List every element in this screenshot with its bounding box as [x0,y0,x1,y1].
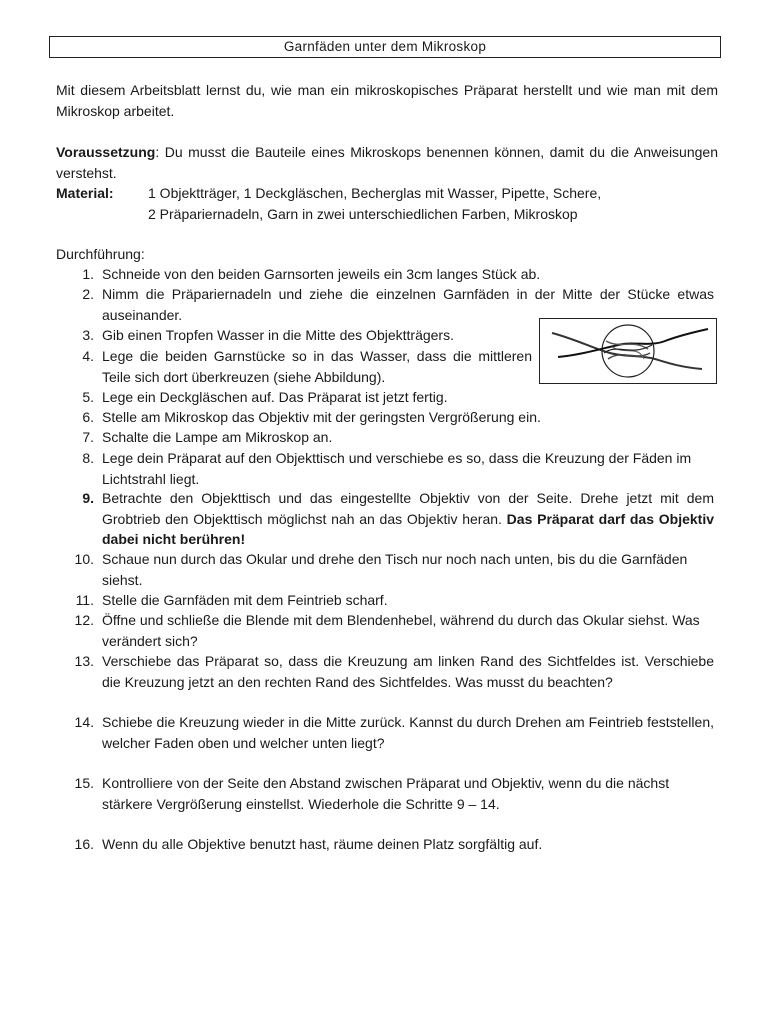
step-number: 14. [74,714,94,730]
intro-paragraph: Mit diesem Arbeitsblatt lernst du, wie man ein mikroskopisches Präparat herstellt und wie man mit dem Mikroskop arbeitet. [56,82,718,119]
step-number: 16. [74,836,94,852]
step-number: 8. [82,450,94,466]
step-text: Schiebe die Kreuzung wieder in die Mitte zurück. Kannst du durch Drehen am Feintrieb feststellen, welcher Faden oben und welcher unten liegt? [102,714,714,751]
step-number: 3. [82,327,94,343]
step-text: Schneide von den beiden Garnsorten jeweils ein 3cm langes Stück ab. [102,266,541,282]
step-number: 7. [82,429,94,445]
step-text: Verschiebe das Präparat so, dass die Kreuzung am linken Rand des Sichtfeldes ist. Verschiebe die Kreuzung jetzt an den rechten Rand des Sichtfeldes. Was musst du beachten? [102,653,714,690]
step-number: 2. [82,286,94,302]
step-number: 15. [74,775,94,791]
step-number: 10. [74,551,94,567]
prerequisite-label: Voraussetzung [56,144,156,160]
step-text: Lege dein Präparat auf den Objekttisch und verschiebe es so, dass die Kreuzung der Fäden im Lichtstrahl liegt. [102,450,692,487]
step-9-warning: Das Präparat darf das Objektiv dabei nicht berühren! [102,510,714,547]
step-text: Stelle die Garnfäden mit dem Feintrieb scharf. [102,592,388,608]
step-text: Kontrolliere von der Seite den Abstand zwischen Präparat und Objektiv, wenn du die nächst stärkere Vergrößerung einstellst. Wiederhole die Schritte 9 – 14. [102,775,670,812]
step-text: Wenn du alle Objektive benutzt hast, räume deinen Platz sorgfältig auf. [102,836,543,852]
crossed-threads-illustration [540,319,716,383]
material-line-2: 2 Präpariernadeln, Garn in zwei unterschiedlichen Farben, Mikroskop [148,205,578,222]
prerequisite-text: : Du musst die Bauteile eines Mikroskops benennen können, damit du die Anweisungen verstehst. [56,144,718,181]
prerequisite-paragraph [56,142,718,183]
step-9-text: Betrachte den Objekttisch und das eingestellte Objektiv von der Seite. Drehe jetzt mit dem Grobtrieb den Objekttisch möglichst nah an das Objektiv heran. [102,490,714,527]
step-text: Stelle am Mikroskop das Objektiv mit der geringsten Vergrößerung ein. [102,409,541,425]
step-text: Schaue nun durch das Okular und drehe den Tisch nur noch nach unten, bis du die Garnfäden siehst. [102,551,688,588]
page-title: Garnfäden unter dem Mikroskop [49,36,721,58]
step-number: 1. [82,266,94,282]
material-label: Material: [56,185,114,201]
thread-crossing-figure [539,318,717,384]
step-number: 4. [82,348,94,364]
step-number: 13. [74,653,94,669]
step-number: 11. [75,592,94,608]
step-text: Gib einen Tropfen Wasser in die Mitte des Objektträgers. [102,327,454,343]
step-text: Schalte die Lampe am Mikroskop an. [102,429,333,445]
step-text [102,488,714,550]
step-text: Nimm die Präpariernadeln und ziehe die einzelnen Garnfäden in der Mitte der Stücke etwas auseinander. [102,286,714,323]
procedure-heading: Durchführung: [56,246,145,262]
material-line-1: 1 Objektträger, 1 Deckgläschen, Becherglas mit Wasser, Pipette, Schere, [148,185,602,201]
step-text: Lege die beiden Garnstücke so in das Wasser, dass die mittleren Teile sich dort überkreuzen (siehe Abbildung). [102,348,532,385]
step-number: 12. [74,612,94,628]
step-number: 6. [82,409,94,425]
step-text: Lege ein Deckgläschen auf. Das Präparat ist jetzt fertig. [102,389,448,405]
step-number: 5. [82,389,94,405]
step-number: 9. [82,490,94,506]
step-text: Öffne und schließe die Blende mit dem Blendenhebel, während du durch das Okular siehst. Was verändert sich? [102,612,700,649]
